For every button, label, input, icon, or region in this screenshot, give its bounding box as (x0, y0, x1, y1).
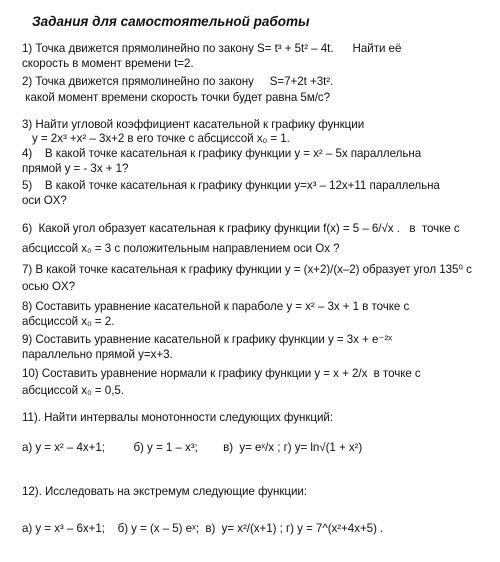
task-2-line-2: какой момент времени скорость точки будет равна 5м/с? (22, 91, 331, 104)
task-11-heading: 11). Найти интервалы монотонности следующих функций: (22, 411, 334, 424)
task-6-line-1: 6) Какой угол образует касательная к графику функции f(x) = 5 – 6/√x . в точке с (22, 222, 460, 235)
task-4-line-2: прямой y = - 3x + 1? (22, 162, 129, 175)
task-12-functions: а) y = x³ – 6x+1; б) y = (x – 5) eˣ; в) y= x²/(x+1) ; г) y = 7^(x²+4x+5) . (22, 522, 384, 535)
task-7-line-2: осью OX? (22, 280, 76, 293)
task-3-line-1: 3) Найти угловой коэффициент касательной к графику функции (22, 118, 365, 131)
task-5-line-2: оси OX? (22, 194, 67, 207)
task-4-line-1: 4) В какой точке касательная к графику функции y = x² – 5x параллельна (22, 147, 422, 160)
task-12-heading: 12). Исследовать на экстремум следующие функции: (22, 485, 308, 498)
task-7-line-1: 7) В какой точке касательная к графику функции y = (x+2)/(x–2) образует угол 135⁰ с (22, 263, 472, 276)
task-10-line-1: 10) Составить уравнение нормали к графику функции y = x + 2/x в точке с (22, 367, 421, 380)
task-8-line-2: абсциссой x₀ = 2. (22, 315, 115, 328)
task-5-line-1: 5) В какой точке касательная к графику функции y=x³ – 12x+11 параллельна (22, 179, 440, 192)
document-title: Задания для самостоятельной работы (32, 14, 310, 29)
task-9-line-2: параллельно прямой y=x+3. (22, 348, 173, 361)
task-1-line-1: 1) Точка движется прямолинейно по закону S= t³ + 5t² – 4t. Найти её (22, 42, 402, 55)
task-6-line-2: абсциссой x₀ = 3 с положительным направлением оси Ox ? (22, 242, 340, 255)
task-11-functions: а) y = x² – 4x+1; б) y = 1 – x³; в) y= eˣ/x ; г) y= ln√(1 + x²) (22, 441, 363, 454)
task-3-line-2: y = 2x³ +x² – 3x+2 в его точке с абсциссой x₀ = 1. (32, 132, 290, 145)
task-2-line-1: 2) Точка движется прямолинейно по закону S=7+2t +3t². (22, 75, 334, 88)
task-1-line-2: скорость в момент времени t=2. (22, 57, 194, 70)
task-9-line-1: 9) Составить уравнение касательной к графику функции y = 3x + e⁻²ˣ (22, 333, 393, 346)
task-8-line-1: 8) Составить уравнение касательной к параболе y = x² – 3x + 1 в точке с (22, 300, 410, 313)
task-10-line-2: абсциссой x₀ = 0,5. (22, 384, 124, 397)
